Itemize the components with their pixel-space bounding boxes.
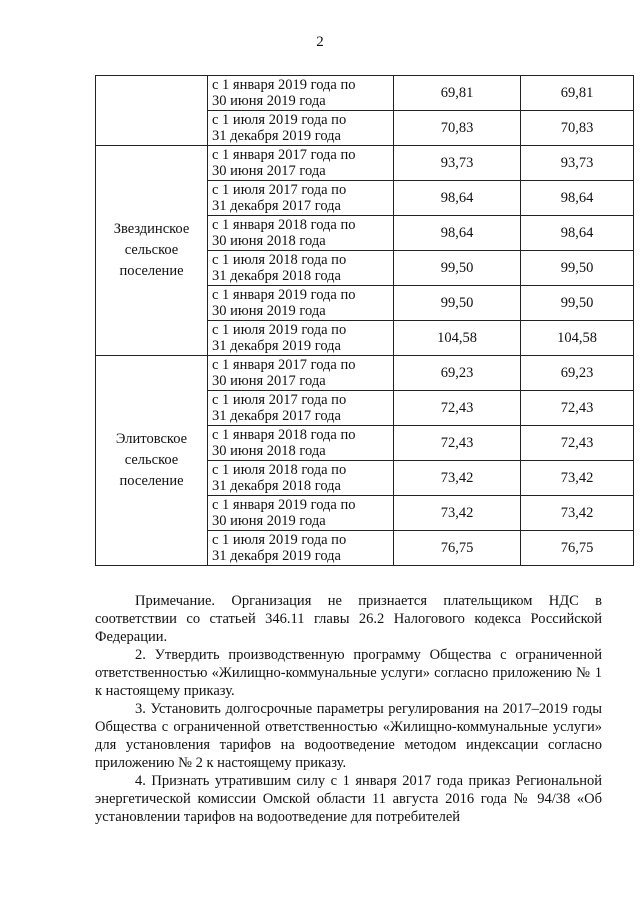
page-number: 2 bbox=[316, 34, 324, 50]
period-line: 30 июня 2017 года bbox=[212, 163, 326, 179]
period-cell bbox=[208, 181, 394, 216]
paragraph-3: 3. Установить долгосрочные параметры регулирования на 2017–2019 годы Общества с ограниченной ответственностью «Жилищно-коммунальные услуги» для установления тарифов на водоотведение методом индексации согласно приложению № 2 к настоящему приказу. bbox=[95, 701, 602, 771]
period-line: с 1 июля 2018 года по bbox=[212, 462, 347, 478]
tariff-value-cell: 69,81 bbox=[394, 76, 521, 111]
tariff-value-cell-2: 99,50 bbox=[521, 251, 634, 286]
period-line: с 1 июля 2017 года по bbox=[212, 182, 347, 198]
tariff-value-cell-2: 99,50 bbox=[521, 286, 634, 321]
tariff-value-cell-2: 72,43 bbox=[521, 391, 634, 426]
tariff-value-cell: 72,43 bbox=[394, 391, 521, 426]
period-line: 31 декабря 2017 года bbox=[212, 198, 341, 214]
period-line: с 1 января 2017 года по bbox=[212, 147, 356, 163]
period-cell bbox=[208, 251, 394, 286]
tariff-value-cell-2: 69,81 bbox=[521, 76, 634, 111]
period-cell bbox=[208, 461, 394, 496]
settlement-name-line: сельское bbox=[124, 452, 179, 468]
period-cell bbox=[208, 426, 394, 461]
tariff-value-cell: 76,75 bbox=[394, 531, 521, 566]
period-line: с 1 июля 2017 года по bbox=[212, 392, 347, 408]
period-line: 31 декабря 2017 года bbox=[212, 408, 341, 424]
table-row bbox=[96, 356, 634, 391]
period-cell bbox=[208, 286, 394, 321]
period-line: 31 декабря 2018 года bbox=[212, 478, 341, 494]
period-cell bbox=[208, 496, 394, 531]
period-line: 30 июня 2018 года bbox=[212, 233, 326, 249]
period-line: с 1 января 2019 года по bbox=[212, 77, 356, 93]
tariff-value-cell-2: 93,73 bbox=[521, 146, 634, 181]
tariff-value-cell: 73,42 bbox=[394, 461, 521, 496]
tariff-value-cell: 104,58 bbox=[394, 321, 521, 356]
settlement-cell bbox=[96, 76, 208, 146]
settlement-name-line: поселение bbox=[119, 263, 184, 279]
period-cell bbox=[208, 321, 394, 356]
tariff-value-cell: 73,42 bbox=[394, 496, 521, 531]
tariff-value-cell: 93,73 bbox=[394, 146, 521, 181]
tariff-value-cell-2: 70,83 bbox=[521, 111, 634, 146]
period-cell bbox=[208, 146, 394, 181]
tariff-value-cell-2: 69,23 bbox=[521, 356, 634, 391]
settlement-cell bbox=[96, 146, 208, 356]
period-line: 30 июня 2019 года bbox=[212, 513, 326, 529]
period-line: 31 декабря 2019 года bbox=[212, 548, 341, 564]
period-line: 31 декабря 2018 года bbox=[212, 268, 341, 284]
tariff-value-cell-2: 98,64 bbox=[521, 181, 634, 216]
period-cell bbox=[208, 356, 394, 391]
paragraph-2: 2. Утвердить производственную программу Общества с ограниченной ответственностью «Жилищно-коммунальные услуги» согласно приложению № 1 к настоящему приказу. bbox=[95, 647, 602, 699]
tariff-value-cell: 99,50 bbox=[394, 251, 521, 286]
period-line: 30 июня 2019 года bbox=[212, 93, 326, 109]
paragraph-4: 4. Признать утратившим силу с 1 января 2017 года приказ Региональной энергетической комиссии Омской области 11 августа 2016 года № 94/38 «Об установлении тарифов на водоотведение для потребителей bbox=[95, 773, 602, 825]
note-paragraph: Примечание. Организация не признается плательщиком НДС в соответствии со статьей 346.11 главы 26.2 Налогового кодекса Российской Федерации. bbox=[95, 593, 602, 645]
period-cell bbox=[208, 531, 394, 566]
period-line: с 1 января 2017 года по bbox=[212, 357, 356, 373]
period-line: 31 декабря 2019 года bbox=[212, 338, 341, 354]
period-line: с 1 января 2018 года по bbox=[212, 217, 356, 233]
tariff-table bbox=[95, 75, 634, 566]
settlement-name-line: Звездинское bbox=[113, 221, 190, 237]
table-row bbox=[96, 76, 634, 111]
tariff-value-cell-2: 73,42 bbox=[521, 461, 634, 496]
period-cell bbox=[208, 111, 394, 146]
tariff-value-cell: 98,64 bbox=[394, 216, 521, 251]
tariff-value-cell-2: 104,58 bbox=[521, 321, 634, 356]
settlement-name-line: Элитовское bbox=[115, 431, 188, 447]
settlement-name-line: сельское bbox=[124, 242, 179, 258]
tariff-value-cell-2: 98,64 bbox=[521, 216, 634, 251]
period-line: 30 июня 2018 года bbox=[212, 443, 326, 459]
tariff-value-cell: 99,50 bbox=[394, 286, 521, 321]
period-line: с 1 июля 2019 года по bbox=[212, 532, 347, 548]
period-line: 30 июня 2019 года bbox=[212, 303, 326, 319]
period-cell bbox=[208, 76, 394, 111]
body-text bbox=[95, 592, 602, 826]
tariff-value-cell-2: 76,75 bbox=[521, 531, 634, 566]
tariff-value-cell-2: 73,42 bbox=[521, 496, 634, 531]
period-cell bbox=[208, 391, 394, 426]
settlement-name-line: поселение bbox=[119, 473, 184, 489]
period-line: с 1 июля 2019 года по bbox=[212, 322, 347, 338]
period-line: с 1 июля 2018 года по bbox=[212, 252, 347, 268]
period-line: с 1 января 2019 года по bbox=[212, 497, 356, 513]
period-line: с 1 июля 2019 года по bbox=[212, 112, 347, 128]
tariff-value-cell: 70,83 bbox=[394, 111, 521, 146]
table-row bbox=[96, 146, 634, 181]
period-line: 31 декабря 2019 года bbox=[212, 128, 341, 144]
tariff-value-cell-2: 72,43 bbox=[521, 426, 634, 461]
period-line: с 1 января 2019 года по bbox=[212, 287, 356, 303]
tariff-value-cell: 72,43 bbox=[394, 426, 521, 461]
period-line: 30 июня 2017 года bbox=[212, 373, 326, 389]
period-line: с 1 января 2018 года по bbox=[212, 427, 356, 443]
tariff-value-cell: 69,23 bbox=[394, 356, 521, 391]
period-cell bbox=[208, 216, 394, 251]
settlement-cell bbox=[96, 356, 208, 566]
tariff-value-cell: 98,64 bbox=[394, 181, 521, 216]
